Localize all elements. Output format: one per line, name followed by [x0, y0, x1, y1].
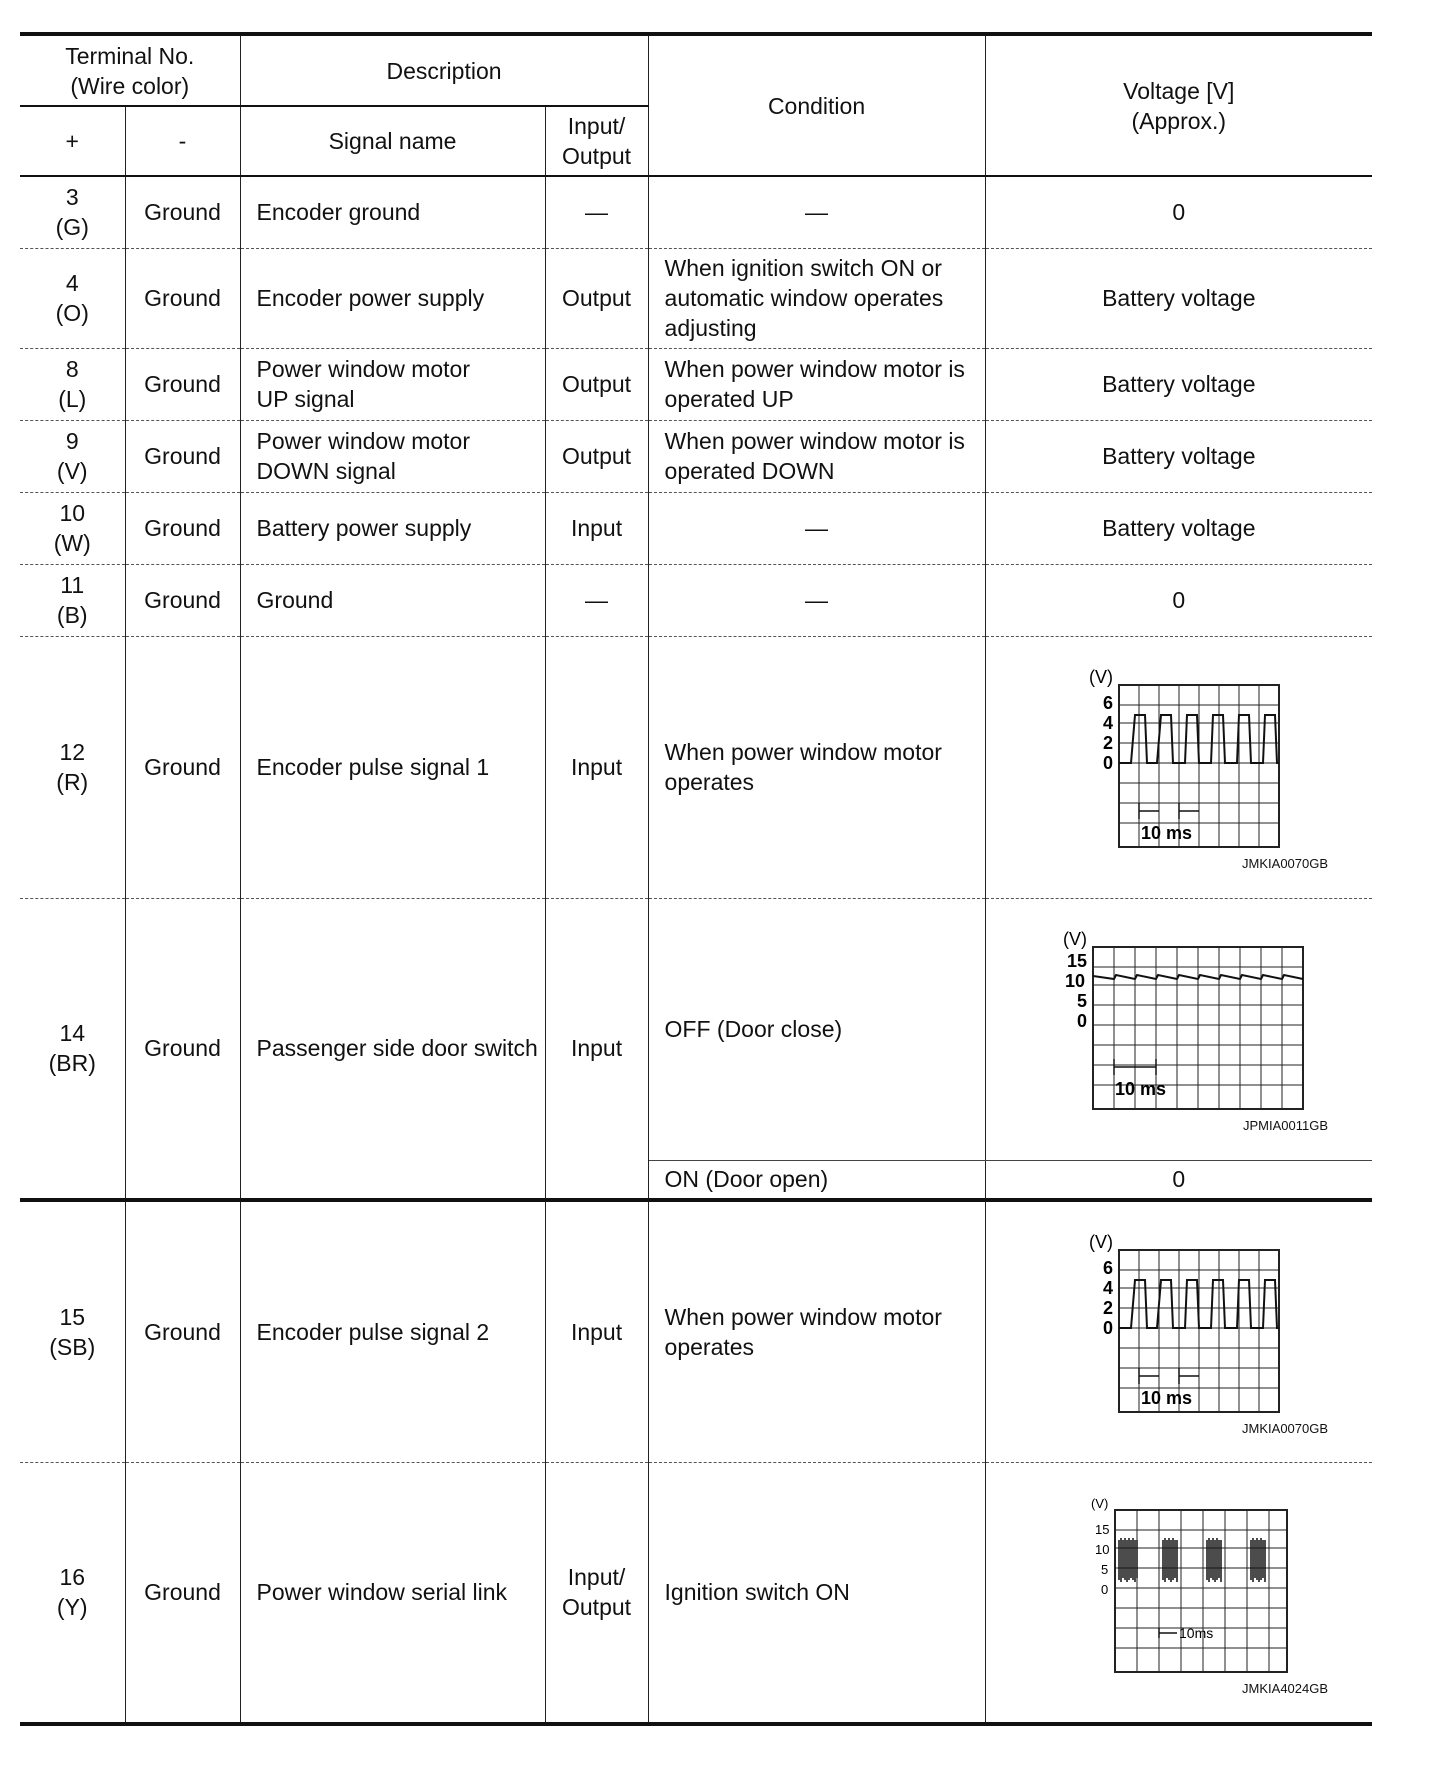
- io-cell: —: [545, 176, 648, 248]
- condition-cell: When power window motor is operated UP: [648, 348, 985, 420]
- signal-name-cell: Encoder ground: [240, 176, 545, 248]
- terminal-header: [20, 34, 240, 106]
- period-label: 10 ms: [1140, 823, 1192, 843]
- terminal-number: 11: [60, 572, 85, 598]
- waveform-grid: [1115, 1510, 1287, 1672]
- ground-cell: Ground: [125, 1462, 240, 1724]
- signal-name-cell: Encoder pulse signal 2: [240, 1200, 545, 1462]
- io-cell: Output: [545, 348, 648, 420]
- y-tick-label: 5: [1100, 1562, 1109, 1578]
- wire-color: (L): [58, 386, 87, 412]
- period-label: 10 ms: [1140, 1387, 1192, 1408]
- y-tick-label: 0: [1102, 753, 1113, 773]
- figure-reference: JMKIA0070GB: [1242, 856, 1329, 871]
- condition-cell: When ignition switch ON or automatic window operates adjusting: [648, 248, 985, 348]
- period-marker: [1159, 1628, 1177, 1638]
- voltage-waveform-cell: [985, 1200, 1372, 1462]
- period-marker: [1139, 803, 1199, 819]
- plus-header: +: [20, 106, 125, 176]
- y-tick-label: 4: [1102, 713, 1113, 733]
- wire-color: (G): [55, 214, 89, 241]
- voltage-cell: Battery voltage: [985, 420, 1372, 492]
- table-row: [20, 176, 1372, 248]
- y-tick-label: 15: [1094, 1522, 1110, 1538]
- terminal-number: 14: [59, 1020, 86, 1047]
- voltage-header-line2: (Approx.): [1131, 107, 1227, 134]
- description-header: Description: [240, 34, 648, 106]
- terminal-number: 8: [65, 356, 79, 382]
- signal-name-cell: Passenger side door switch: [240, 898, 545, 1200]
- table-row: [20, 636, 1372, 898]
- condition-cell: —: [648, 564, 985, 636]
- terminal-header-line1: Terminal No.: [65, 42, 195, 69]
- wire-color: (W): [53, 530, 91, 556]
- io-cell: Input: [545, 898, 648, 1200]
- condition-cell: ON (Door open): [648, 1160, 985, 1200]
- io-header-line1: Input/: [567, 113, 626, 139]
- table-row: [20, 898, 1372, 1160]
- figure-reference: JPMIA0011GB: [1243, 1118, 1329, 1133]
- terminal-cell: [20, 564, 125, 636]
- signal-name-cell: Encoder power supply: [240, 248, 545, 348]
- io-cell: Input: [545, 636, 648, 898]
- signal-name-cell: Encoder pulse signal 1: [240, 636, 545, 898]
- y-tick-label: 0: [1102, 1317, 1113, 1338]
- condition-header: Condition: [648, 34, 985, 176]
- terminal-header-line2: (Wire color): [70, 72, 190, 99]
- table-row: [20, 564, 1372, 636]
- wire-color: (R): [56, 769, 89, 795]
- period-marker: [1139, 1368, 1199, 1384]
- io-cell: Output: [545, 420, 648, 492]
- terminal-cell: [20, 176, 125, 248]
- voltage-cell: Battery voltage: [985, 348, 1372, 420]
- table-row: [20, 248, 1372, 348]
- period-label: 10ms: [1178, 1625, 1214, 1642]
- terminal-number: 9: [65, 428, 79, 454]
- voltage-cell: Battery voltage: [985, 492, 1372, 564]
- ground-cell: Ground: [125, 564, 240, 636]
- condition-cell: When power window motor operates: [648, 1200, 985, 1462]
- ground-cell: Ground: [125, 1200, 240, 1462]
- terminal-cell: [20, 492, 125, 564]
- terminal-number: 3: [65, 184, 79, 211]
- y-unit-label: (V): [1090, 1496, 1109, 1512]
- y-unit-label: (V): [1062, 929, 1087, 949]
- io-cell: [545, 1462, 648, 1724]
- io-header: [545, 106, 648, 176]
- wire-color: (Y): [56, 1594, 88, 1621]
- serial-burst-traces: [1119, 1538, 1265, 1582]
- condition-cell: OFF (Door close): [648, 898, 985, 1160]
- condition-cell: When power window motor is operated DOWN: [648, 420, 985, 492]
- encoder-pulse-waveform-1: [1049, 663, 1309, 853]
- y-tick-label: 10: [1094, 1542, 1110, 1558]
- voltage-waveform-cell: [985, 1462, 1372, 1724]
- y-tick-label: 10: [1064, 971, 1085, 991]
- terminal-table: [20, 32, 1372, 1726]
- voltage-cell: 0: [985, 1160, 1372, 1200]
- terminal-number: 10: [59, 500, 86, 526]
- figure-reference: JMKIA0070GB: [1242, 1420, 1329, 1436]
- signal-name-cell: Battery power supply: [240, 492, 545, 564]
- voltage-cell: 0: [985, 564, 1372, 636]
- ground-cell: Ground: [125, 636, 240, 898]
- signal-name-cell: Power window motor UP signal: [240, 348, 545, 420]
- io-cell: Input: [545, 492, 648, 564]
- condition-cell: Ignition switch ON: [648, 1462, 985, 1724]
- door-switch-waveform: [1049, 925, 1309, 1115]
- wire-color: (O): [55, 300, 89, 326]
- signal-name-header: Signal name: [240, 106, 545, 176]
- ground-cell: Ground: [125, 348, 240, 420]
- terminal-cell: [20, 348, 125, 420]
- voltage-waveform-cell: [985, 636, 1372, 898]
- io-line1: Input/: [567, 1564, 626, 1591]
- wire-color: (BR): [48, 1050, 96, 1077]
- condition-cell: —: [648, 492, 985, 564]
- serial-link-waveform: [1049, 1488, 1309, 1678]
- wire-color: (V): [56, 458, 88, 484]
- terminal-number: 15: [59, 1303, 86, 1330]
- ground-cell: Ground: [125, 420, 240, 492]
- ground-cell: Ground: [125, 248, 240, 348]
- terminal-cell: [20, 1462, 125, 1724]
- terminal-number: 12: [59, 739, 86, 765]
- table-row: [20, 492, 1372, 564]
- y-tick-label: 4: [1102, 1277, 1113, 1298]
- terminal-cell: [20, 898, 125, 1200]
- voltage-waveform-cell: [985, 898, 1372, 1160]
- voltage-cell: Battery voltage: [985, 248, 1372, 348]
- condition-cell: When power window motor operates: [648, 636, 985, 898]
- voltage-header-line1: Voltage [V]: [1123, 77, 1235, 104]
- signal-name-cell: Power window motor DOWN signal: [240, 420, 545, 492]
- encoder-pulse-waveform-2: [1049, 1228, 1309, 1418]
- minus-header: -: [125, 106, 240, 176]
- y-tick-label: 5: [1076, 991, 1087, 1011]
- table-row: [20, 348, 1372, 420]
- terminal-cell: [20, 420, 125, 492]
- figure-reference: JMKIA4024GB: [1242, 1681, 1329, 1697]
- ground-cell: Ground: [125, 898, 240, 1200]
- table-row: [20, 1462, 1372, 1724]
- voltage-header: [985, 34, 1372, 176]
- terminal-number: 4: [65, 270, 79, 296]
- ground-cell: Ground: [125, 176, 240, 248]
- wire-color: (B): [56, 602, 88, 628]
- y-tick-label: 6: [1102, 693, 1113, 713]
- table-row: [20, 1200, 1372, 1462]
- io-line2: Output: [562, 1594, 632, 1621]
- io-cell: —: [545, 564, 648, 636]
- terminal-cell: [20, 248, 125, 348]
- voltage-cell: 0: [985, 176, 1372, 248]
- terminal-cell: [20, 636, 125, 898]
- signal-name-cell: Ground: [240, 564, 545, 636]
- period-label: 10 ms: [1114, 1079, 1166, 1099]
- io-cell: Input: [545, 1200, 648, 1462]
- y-tick-label: 6: [1102, 1257, 1113, 1278]
- io-cell: Output: [545, 248, 648, 348]
- y-unit-label: (V): [1088, 1231, 1113, 1252]
- io-header-line2: Output: [562, 143, 632, 169]
- y-tick-label: 15: [1066, 951, 1087, 971]
- condition-cell: —: [648, 176, 985, 248]
- terminal-number: 16: [59, 1564, 86, 1591]
- table-row: [20, 420, 1372, 492]
- terminal-cell: [20, 1200, 125, 1462]
- y-tick-label: 2: [1102, 733, 1113, 753]
- ground-cell: Ground: [125, 492, 240, 564]
- y-tick-label: 2: [1102, 1297, 1113, 1318]
- y-tick-label: 0: [1100, 1582, 1109, 1598]
- y-unit-label: (V): [1088, 667, 1113, 687]
- wire-color: (SB): [49, 1333, 96, 1360]
- y-tick-label: 0: [1076, 1011, 1087, 1031]
- signal-name-cell: Power window serial link: [240, 1462, 545, 1724]
